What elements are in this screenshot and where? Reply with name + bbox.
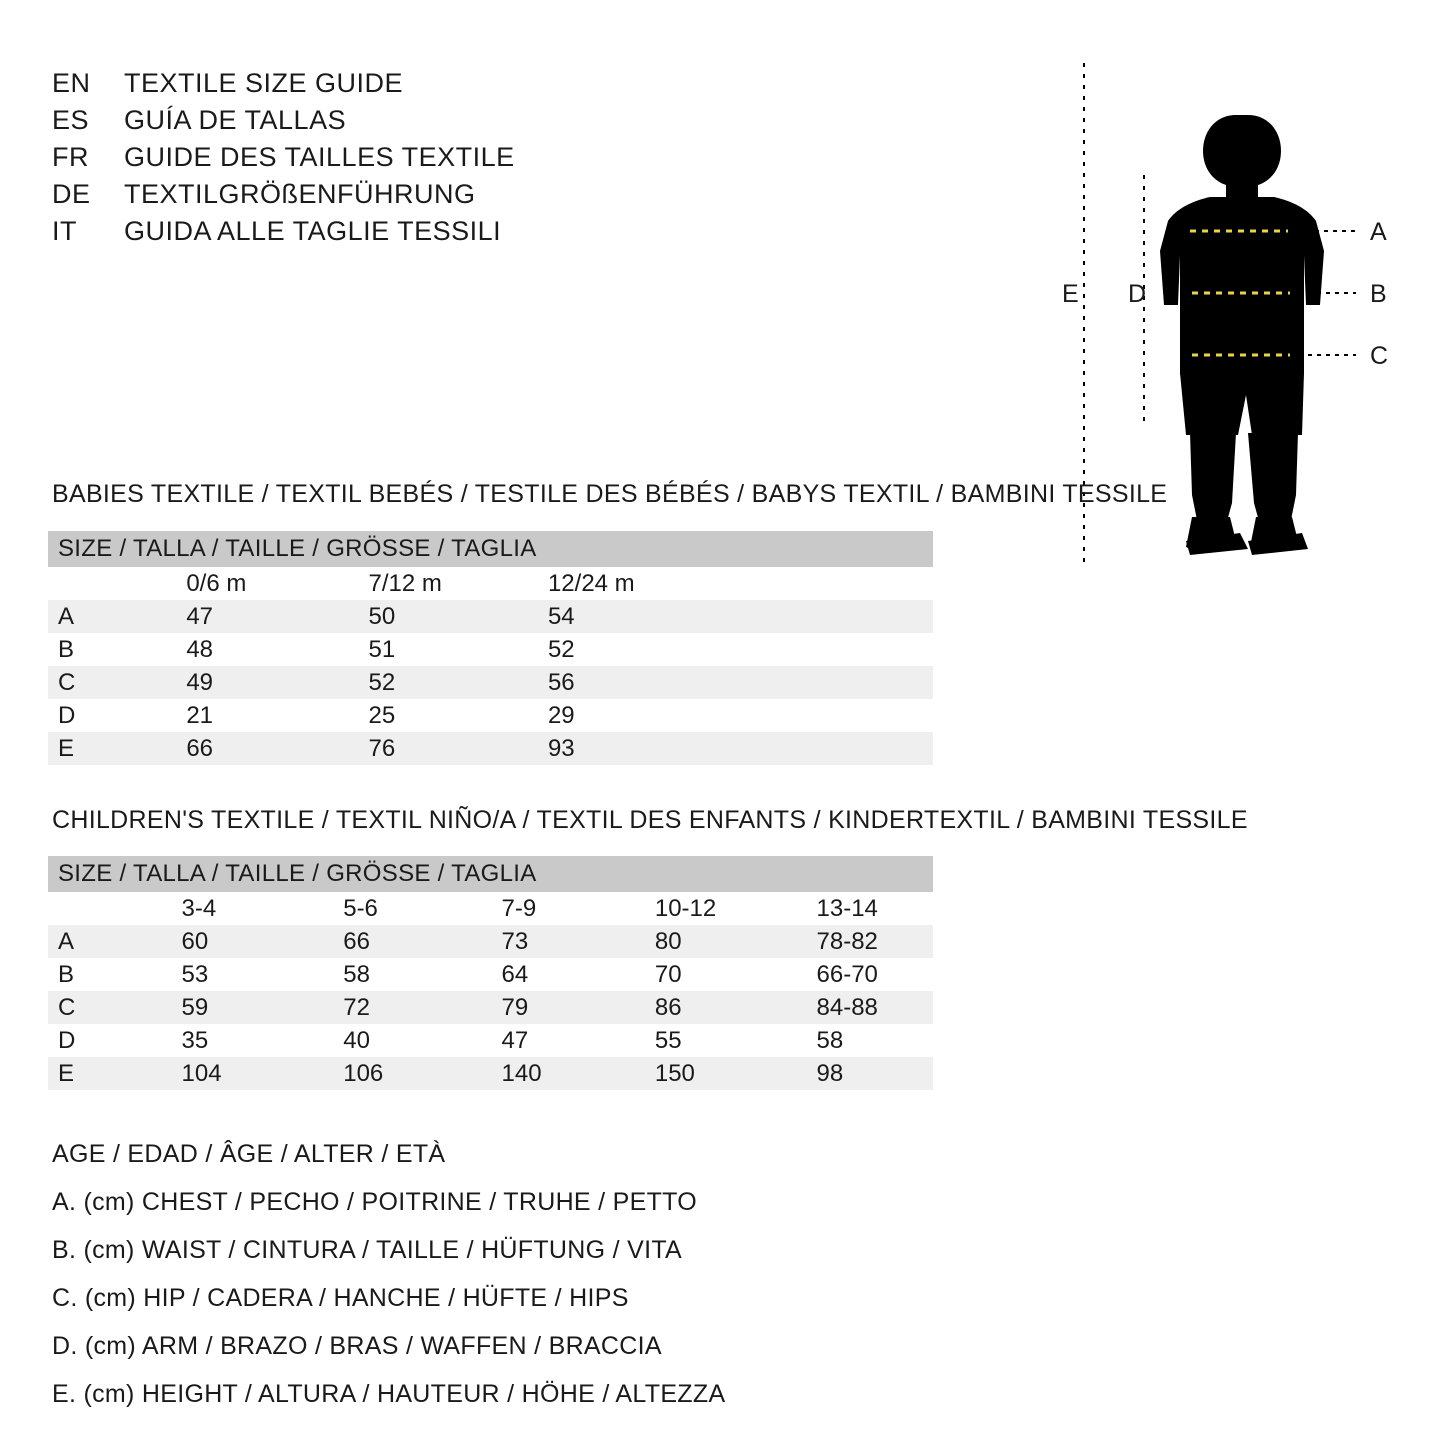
title-row-de: [52, 179, 672, 210]
title-text-it: GUIDA ALLE TAGLIE TESSILI: [124, 216, 502, 246]
title-text-de: TEXTILGRÖßENFÜHRUNG: [124, 179, 476, 209]
row-value: 93: [547, 734, 575, 762]
row-label: D: [58, 1026, 76, 1054]
column-header-1: 7/12 m: [368, 569, 442, 597]
table-header-row: [48, 531, 933, 567]
row-value: 29: [547, 701, 575, 729]
row-spacer: [679, 699, 933, 732]
row-label: D: [58, 701, 76, 729]
table-row: [48, 1024, 933, 1057]
lang-code-it: IT: [52, 216, 77, 246]
row-value: 66: [186, 734, 214, 762]
row-value: 52: [547, 635, 575, 663]
row-value: 59: [181, 993, 209, 1021]
row-value: 140: [501, 1059, 542, 1087]
corner-cell: [48, 892, 90, 925]
figure-label-e: E: [1062, 280, 1079, 308]
babies-size-table: [48, 531, 933, 765]
children-table-header: SIZE / TALLA / TAILLE / GRÖSSE / TAGLIA: [58, 860, 537, 887]
row-value: 47: [186, 602, 214, 630]
legend-line-age: AGE / EDAD / ÂGE / ALTER / ETÀ: [52, 1140, 446, 1168]
row-spacer: [679, 633, 933, 666]
lang-code-en: EN: [52, 68, 91, 98]
row-value: 106: [343, 1059, 384, 1087]
row-value: 60: [181, 927, 209, 955]
row-value: 52: [368, 668, 396, 696]
row-value: 64: [501, 960, 529, 988]
row-value: 49: [186, 668, 214, 696]
row-value: 76: [368, 734, 396, 762]
table-column-row: [48, 892, 933, 925]
figure-label-a: A: [1370, 218, 1387, 246]
row-value: 58: [343, 960, 370, 988]
row-value: 51: [368, 635, 396, 663]
row-label: E: [58, 734, 75, 762]
table-row: [48, 666, 933, 699]
column-header-4: 13-14: [816, 894, 878, 922]
lang-code-es: ES: [52, 105, 90, 135]
row-value: 72: [343, 993, 370, 1021]
title-row-it: [52, 216, 672, 247]
row-value: 53: [181, 960, 209, 988]
table-row: [48, 633, 933, 666]
row-value: 25: [368, 701, 396, 729]
row-value: 66: [343, 927, 370, 955]
table-row: [48, 699, 933, 732]
column-header-2: 12/24 m: [547, 569, 635, 597]
row-value: 56: [547, 668, 575, 696]
legend-line-height: E. (cm) HEIGHT / ALTURA / HAUTEUR / HÖHE / ALTEZZA: [52, 1380, 726, 1408]
row-value: 73: [501, 927, 529, 955]
row-value: 104: [181, 1059, 222, 1087]
children-size-table: [48, 856, 933, 1090]
row-label: B: [58, 960, 75, 988]
table-row: [48, 991, 933, 1024]
babies-table-header: SIZE / TALLA / TAILLE / GRÖSSE / TAGLIA: [58, 535, 537, 562]
babies-section-title: BABIES TEXTILE / TEXTIL BEBÉS / TESTILE DES BÉBÉS / BABYS TEXTIL / BAMBINI TESSILE: [52, 480, 1168, 508]
legend-line-chest: A. (cm) CHEST / PECHO / POITRINE / TRUHE / PETTO: [52, 1188, 698, 1216]
title-block: [52, 68, 672, 253]
table-column-row: [48, 567, 933, 600]
title-text-fr: GUIDE DES TAILLES TEXTILE: [124, 142, 515, 172]
column-header-0: 3-4: [181, 894, 217, 922]
table-row: [48, 1057, 933, 1090]
title-text-en: TEXTILE SIZE GUIDE: [124, 68, 404, 98]
row-value: 84-88: [816, 993, 878, 1021]
row-value: 55: [654, 1026, 682, 1054]
row-label: E: [58, 1059, 75, 1087]
row-value: 66-70: [816, 960, 878, 988]
row-label: A: [58, 927, 75, 955]
table-row: [48, 925, 933, 958]
legend-line-arm: D. (cm) ARM / BRAZO / BRAS / WAFFEN / BRACCIA: [52, 1332, 662, 1360]
row-value: 58: [816, 1026, 844, 1054]
measurement-legend: [52, 1140, 852, 1428]
row-label: C: [58, 668, 76, 696]
row-value: 70: [654, 960, 682, 988]
row-value: 86: [654, 993, 682, 1021]
figure-label-c: C: [1370, 342, 1389, 370]
table-header-row: [48, 856, 933, 892]
children-section-title: CHILDREN'S TEXTILE / TEXTIL NIÑO/A / TEXTIL DES ENFANTS / KINDERTEXTIL / BAMBINI TESSILE: [52, 806, 1248, 834]
column-header-0: 0/6 m: [186, 569, 247, 597]
figure-label-d: D: [1128, 280, 1147, 308]
row-value: 150: [654, 1059, 695, 1087]
column-header-1: 5-6: [343, 894, 378, 922]
row-label: A: [58, 602, 75, 630]
row-value: 54: [547, 602, 575, 630]
row-value: 80: [654, 927, 682, 955]
title-row-fr: [52, 142, 672, 173]
row-spacer: [679, 600, 933, 633]
lang-code-de: DE: [52, 179, 91, 209]
corner-cell: [48, 567, 94, 600]
row-label: B: [58, 635, 75, 663]
row-spacer: [679, 732, 933, 765]
row-label: C: [58, 993, 76, 1021]
row-value: 21: [186, 701, 214, 729]
row-value: 50: [368, 602, 396, 630]
row-value: 40: [343, 1026, 370, 1054]
row-value: 48: [186, 635, 214, 663]
child-silhouette-icon: [1160, 115, 1324, 555]
legend-line-waist: B. (cm) WAIST / CINTURA / TAILLE / HÜFTUNG / VITA: [52, 1236, 683, 1264]
legend-line-hip: C. (cm) HIP / CADERA / HANCHE / HÜFTE / HIPS: [52, 1284, 629, 1312]
column-header-spacer: [679, 567, 933, 600]
table-row: [48, 600, 933, 633]
row-value: 98: [816, 1059, 844, 1087]
table-row: [48, 732, 933, 765]
row-value: 47: [501, 1026, 529, 1054]
row-value: 78-82: [816, 927, 878, 955]
title-text-es: GUÍA DE TALLAS: [124, 105, 347, 135]
column-header-2: 7-9: [501, 894, 537, 922]
lang-code-fr: FR: [52, 142, 89, 172]
row-value: 35: [181, 1026, 209, 1054]
figure-label-b: B: [1370, 280, 1387, 308]
table-row: [48, 958, 933, 991]
row-spacer: [679, 666, 933, 699]
column-header-3: 10-12: [654, 894, 717, 922]
row-value: 79: [501, 993, 529, 1021]
title-row-es: [52, 105, 672, 136]
title-row-en: [52, 68, 672, 99]
